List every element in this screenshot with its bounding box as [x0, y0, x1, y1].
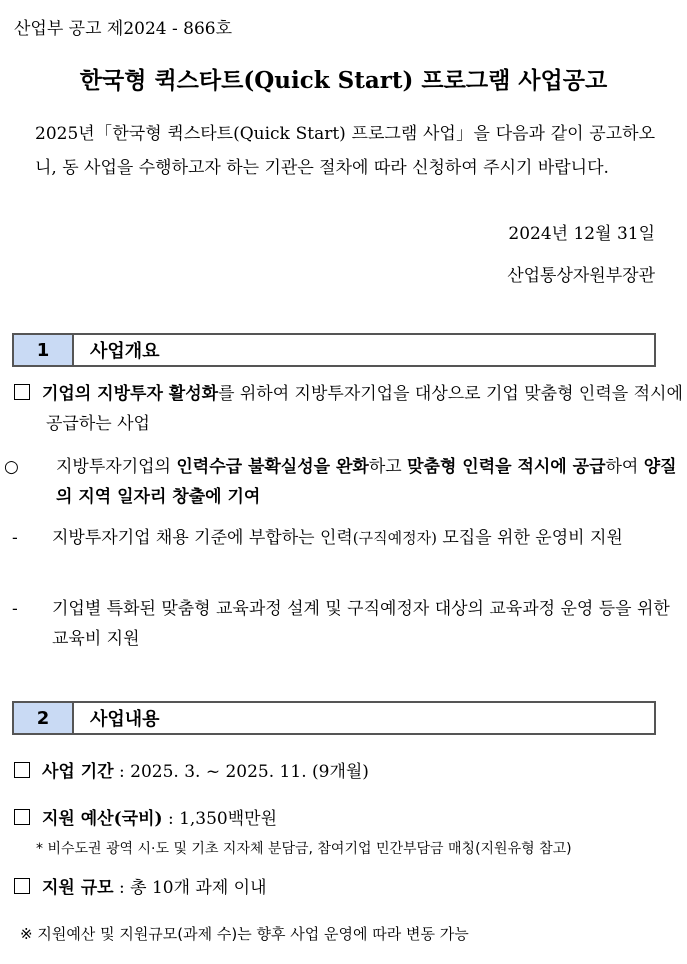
overview-subitem	[4, 452, 682, 512]
square-bullet-icon	[14, 809, 30, 825]
sub-mid-1: 하고	[368, 457, 408, 477]
sub-bold-1: 인력수급 불확실성을 완화	[176, 457, 369, 477]
issuer: 산업통상자원부장관	[507, 266, 655, 286]
dash-bullet-icon: -	[12, 599, 18, 619]
bullet-text: 를 위하여 지방투자기업을 대상으로 기업 맞춤형 인력을 적시에 공급하는 사업	[46, 384, 683, 434]
scale-label: 지원 규모	[42, 878, 114, 898]
square-bullet-icon	[14, 384, 30, 400]
announcement-date: 2024년 12월 31일	[508, 224, 655, 244]
section-number: 1	[14, 335, 74, 365]
overview-dash-1	[12, 523, 676, 553]
scale-value: : 총 10개 과제 이내	[113, 878, 267, 898]
period-value: : 2025. 3. ~ 2025. 11. (9개월)	[113, 762, 369, 782]
dash1-tail: 모집을 위한 운영비 지원	[436, 528, 623, 548]
budget-value: : 1,350백만원	[162, 809, 278, 829]
overview-bullet	[14, 379, 687, 439]
section-title: 사업개요	[90, 341, 160, 362]
sub-bold-2: 맞춤형 인력을 적시에 공급	[407, 457, 606, 477]
scale-item	[14, 873, 656, 903]
dash-bullet-icon: -	[12, 528, 18, 548]
budget-item	[14, 804, 656, 834]
bullet-bold: 기업의 지방투자 활성화	[42, 384, 219, 404]
square-bullet-icon	[14, 762, 30, 778]
section-header-content	[12, 701, 656, 735]
dash1-small: (구직예정자)	[352, 529, 437, 547]
overview-dash-2	[12, 594, 676, 654]
dash2-text: 기업별 특화된 맞춤형 교육과정 설계 및 구직예정자 대상의 교육과정 운영 등을 위한 교육비 지원	[52, 599, 670, 649]
sub-bold-3: 양질의 지역 일자리 창출에 기여	[56, 457, 677, 507]
budget-label: 지원 예산(국비)	[42, 809, 163, 829]
intro-paragraph: 2025년「한국형 퀵스타트(Quick Start) 프로그램 사업」을 다음과 같이 공고하오니, 동 사업을 수행하고자 하는 기관은 절차에 따라 신청하여 주시기 바랍니다.	[35, 124, 655, 178]
period-item	[14, 757, 656, 787]
sub-mid-2: 하여	[605, 457, 644, 477]
square-bullet-icon	[14, 878, 30, 894]
section-number: 2	[14, 703, 74, 733]
budget-note: * 비수도권 광역 시·도 및 기초 지자체 분담금, 참여기업 민간부담금 매칭(지원유형 참고)	[36, 841, 572, 857]
notice-number: 산업부 공고 제2024 - 866호	[14, 19, 233, 39]
dash1-text: 지방투자기업 채용 기준에 부합하는 인력	[52, 528, 353, 548]
page-title: 한국형 퀵스타트(Quick Start) 프로그램 사업공고	[79, 67, 608, 94]
sub-prefix: 지방투자기업의	[56, 457, 177, 477]
footnote: ※ 지원예산 및 지원규모(과제 수)는 향후 사업 운영에 따라 변동 가능	[20, 925, 469, 943]
section-title: 사업내용	[90, 709, 160, 730]
circle-bullet-icon: ○	[4, 457, 19, 477]
period-label: 사업 기간	[42, 762, 114, 782]
section-header-overview	[12, 333, 656, 367]
